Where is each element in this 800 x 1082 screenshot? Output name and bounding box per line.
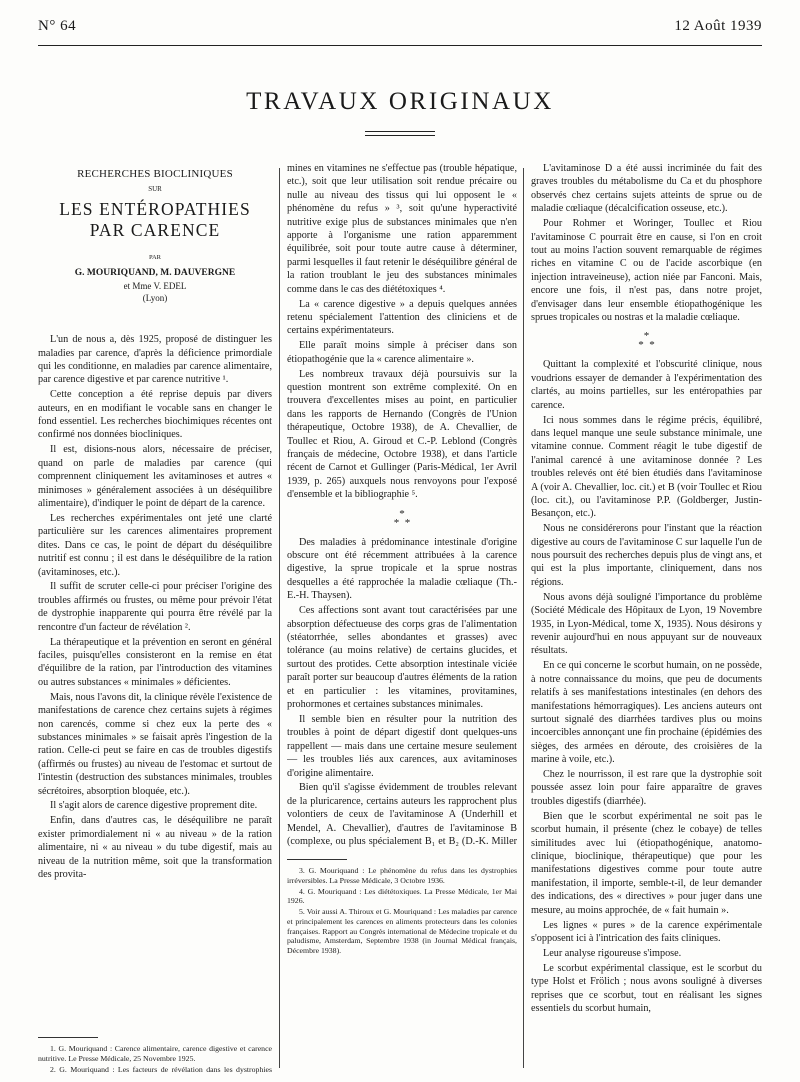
title-rule-bottom <box>365 135 435 136</box>
article-columns <box>38 162 762 1074</box>
paragraph: Nous avons déjà souligné l'importance du problème (Société Médicale des Hôpitaux de Lyon, 19 Novembre 1935, in Lyon-Médical, tome X, 1935). Nous désirons y revenir aujourd'hui en nous appuyant sur de nouveaux résultats. <box>531 591 762 657</box>
star-pair: * * <box>393 516 411 529</box>
paragraph: Les lignes « pures » de la carence expérimentale s'opposent ici à l'intrication des faits cliniques. <box>531 919 762 944</box>
paragraph: Il est, disions-nous alors, nécessaire de préciser, quand on parle de maladies par carence (qui comprennent cliniquement les avitaminoses et autres « minimoses » généralement associées à un déséquilibre alimentaire), d'indiquer le point de départ de la carence. <box>38 444 272 509</box>
issue-date: 12 Août 1939 <box>674 18 762 34</box>
article-title-line1: LES ENTÉROPATHIES <box>59 198 251 219</box>
paragraph: Bien que le scorbut expérimental ne soit pas le scorbut humain, il présente (chez le cobaye) de telles similitudes avec lui (étiopathogénique, anatomo-clinique, bioclinique, thérapeutique) que pour les manifestations digestives comme pour toute autre manifestation, il importe, semble-t-il, de leur demander des indications, des « directives » pour juger dans une mesure, au moins approchée, de « fait humain ». <box>531 810 762 916</box>
article-authors: G. MOURIQUAND, M. DAUVERGNE <box>74 268 236 279</box>
article-par: PAR <box>148 253 162 261</box>
paragraph: Ces affections sont avant tout caractérisées par une absorption défectueuse des corps gras de l'alimentation (stéatorrhée, selles abondantes et grasses) avec tolérance (au moins relative) de certains glucides, et surtout des protides. Cette absorption intestinale viciée paraît porter sur beaucoup d'autres éléments de la ration et en particulier : les vitamines, provitamines, prohormones et certaines substances minimales. <box>287 605 517 711</box>
star-top: * <box>399 507 405 520</box>
star-pair: * * <box>638 339 655 352</box>
paragraph: Bien qu'il s'agisse évidemment de troubles relevant de la pluricarence, certains auteurs les rapprochent plus volontiers de ceux de l'avitaminose A (Underhill et Mendel, A. Chevallier), d'autres de l'avitaminose B (complexe, ou plus spécialement B₁ et B₂ (D.-K. Miller <box>287 782 517 847</box>
footnote: 4. G. Mouriquand : Les diététoxiques. La Presse Médicale, 1er Mai 1926. <box>287 886 517 906</box>
article-authors-extra: et Mme V. EDEL <box>123 280 187 291</box>
paragraph: L'avitaminose D a été aussi incriminée du fait des graves troubles du métabolisme du Ca et du phosphore observés chez certains sujets atteints de sprue ou de maladie cœliaque (décalcification osseuse, etc.). <box>531 163 762 215</box>
article-city: (Lyon) <box>142 292 168 303</box>
article-title-line2: PAR CARENCE <box>89 219 221 240</box>
section-separator <box>287 507 517 529</box>
column-1 <box>38 162 272 1074</box>
paragraph: Des maladies à prédominance intestinale d'origine obscure ont été récemment attribuées à la carence digestive, la sprue tropicale et la sprue nostras desquelles a été rapprochée la maladie cœliaque (Th.-E.-H. Thaysen). <box>287 536 517 602</box>
paragraph: La thérapeutique et la prévention en seront en général faciles, puisqu'elles consisteront en la remise en état d'équilibre de la ration, par l'introduction des vitamines ou autres substances « minimales » déficientes. <box>38 636 272 688</box>
column-1-body <box>38 333 272 1025</box>
paragraph: Quittant la complexité et l'obscurité clinique, nous voudrions essayer de demander à l'expérimentation des clartés, au moins partielles, sur les entéropathies par carence. <box>531 359 762 411</box>
footnote-rule <box>38 1037 98 1038</box>
paragraph: Ici nous sommes dans le régime précis, équilibré, dans lequel manque une seule substance minimale, une vitamine connue. Comment réagit le tube digestif de l'animal carencé à une avitaminose donnée ? Les troubles relevés ont été bien étudiés dans l'avitaminose A (voir A. Chevallier, loc. cit.) et B (voir Toullec et Riou (loc. cit.), ou l'avitaminose P.P. (Goldberger, Justin-Besançon, etc.). <box>531 414 762 520</box>
section-title: TRAVAUX ORIGINAUX <box>246 88 554 115</box>
paragraph: mines en vitamines ne s'effectue pas (trouble hépatique, etc.), soit que leur utilisation soit rendue précaire ou nulle au niveau des tissus qui lui opposent le « phénomène du refus » ³, soit qu'une hyperactivité nutritive exige plus de substances minimales que n'en apporte à l'organisme une ration apparemment équilibrée, soit pour toute autre cause à déterminer, parmi lesquelles il faut retenir le déséquilibre général de la ration troublant le jeu des substances minimales comme dans le cas des diététoxiques ⁴. <box>287 163 517 295</box>
paragraph: Le scorbut expérimental classique, est le scorbut du type Holst et Frölich ; nous avons souligné à diverses reprises que ce scorbut, tout en réalisant les signes essentiels du scorbut humain, <box>531 962 762 1014</box>
paragraph: Les recherches expérimentales ont jeté une clarté particulière sur les carences alimentaires proprement dites. Dans ce cas, le point de départ du déséquilibre nutritif est connu ; il est dans le déséquilibre de la ration (avitaminoses, etc.). <box>38 512 272 578</box>
column-3 <box>531 162 762 1074</box>
section-separator <box>531 332 762 350</box>
paragraph: Nous ne considérerons pour l'instant que la réaction digestive au cours de l'avitaminose C sur laquelle l'un de nous poursuit des recherches depuis plus de vingt ans, et qui est la plus importante, cliniquement, dans nos régions. <box>531 523 762 588</box>
paragraph: Il s'agit alors de carence digestive proprement dite. <box>50 800 258 812</box>
star-top: * <box>643 330 650 343</box>
paragraph: L'un de nous a, dès 1925, proposé de distinguer les maladies par carence, d'après la déficience primordiale qui les conditionne, en maladies par carence alimentaire, par carence digestive et par carence nutritive ¹. <box>38 334 272 386</box>
title-rule-top <box>365 131 435 132</box>
paragraph: Les nombreux travaux déjà poursuivis sur la question montrent son extrême complexité. On en trouvera d'excellentes mises au point, en particulier dans les rapports de Hernando (Congrès de l'Union thérapeutique, Octobre 1938), de A. Chevallier, de Toullec et Riou, A. Giroud et C.-P. Leblond (Congrès français de médecine, Octobre 1938), et dans l'article récent de Carnot et Gullinger (Paris-Médical, 1er Avril 1939, p. 265) auxquels nous renvoyons pour l'exposé d'ensemble et la bibliographie ⁵. <box>287 368 517 501</box>
paragraph: Mais, nous l'avons dit, la clinique révèle l'existence de manifestations de carence chez certains sujets à régimes non carencés, comme si chez eux la perte des « substances minimales » se faisait après l'ingestion de la ration. Celle-ci peut se faire en cas de troubles digestifs (affirmés ou frustes) au niveau de l'estomac et surtout de l'intestin (destruction des substances minimales, troubles sécrétoires, absorption bloquée, etc.). <box>38 691 272 797</box>
paragraph: La « carence digestive » a depuis quelques années retenu spécialement l'attention des cliniciens et de certains expérimentateurs. <box>287 298 517 337</box>
column-2 <box>287 162 517 1074</box>
header-rule <box>38 45 762 46</box>
footnote-rule <box>287 859 347 860</box>
footnote: 5. Voir aussi A. Thiroux et G. Mouriquand : Les maladies par carence et principalement les carences en aliments protecteurs dans les colonies françaises. Rapport au Congrès international de Médecine tropicale et du paludisme, Amsterdam, Septembre 1938 (in Journal Médical français, Décembre 1938). <box>287 907 517 955</box>
issue-number: N° 64 <box>38 18 77 34</box>
paragraph: En ce qui concerne le scorbut humain, on ne possède, à notre connaissance du moins, que peu de documents relatifs à ses manifestations intestinales (en dehors des manifestations hémorragiques). Les anciens auteurs ont surtout signalé des diarrhées tardives plus ou moins incoercibles annonçant une fin prochaine (épidémies des sièges, des armées en déroute, des croisières de la marine à voile, etc.). <box>531 660 762 766</box>
paragraph: Cette conception a été reprise depuis par divers auteurs, en en modifiant le vocable sans en changer le fond essentiel. Les recherches biochimiques récentes ont confirmé nos données biocliniques. <box>38 389 272 441</box>
paragraph: Il semble bien en résulter pour la nutrition des troubles à point de départ digestif dont quelques-uns rappellent — mais dans une certaine mesure seulement — les troubles liés aux carences, aux avitaminoses d'origine alimentaire. <box>287 713 517 779</box>
footnote: 3. G. Mouriquand : Le phénomène du refus dans les dystrophies irréversibles. La Presse Médicale, 3 Octobre 1936. <box>287 866 517 885</box>
paragraph: Elle paraît moins simple à préciser dans son étiopathogénie que la « carence alimentaire ». <box>287 340 517 365</box>
paragraph: Il suffit de scruter celle-ci pour préciser l'origine des troubles affirmés ou frustes, ou même pour prévoir l'état de dystrophie inapparente qui pourra être révélé par la rencontre d'un facteur de révélation ². <box>38 581 272 633</box>
footnote: 2. G. Mouriquand : Les facteurs de révélation dans les dystrophies <box>50 1064 272 1074</box>
paragraph: Pour Rohmer et Woringer, Toullec et Riou l'avitaminose C pourrait être en cause, si l'on en croit tout au moins l'action souvent remarquable de régimes riches en vitamine C ou de l'acide ascorbique (en injection intraveineuse), action niée par Fanconi. Mais, encore une fois, il n'est pas, dans notre projet, d'envisager dans leur ensemble étiopathogénique les sprues tropicales ou nostras et la maladie cœliaque. <box>531 218 762 323</box>
footnote: 1. G. Mouriquand : Carence alimentaire, carence digestive et carence nutritive. Le Presse Médicale, 25 Novembre 1925. <box>38 1044 272 1063</box>
paragraph: Leur analyse rigoureuse s'impose. <box>543 947 682 959</box>
paragraph: Enfin, dans d'autres cas, le déséquilibre ne paraît exister primordialement ni « au niveau » de la ration alimentaire, ni « au niveau » du tube digestif, mais au niveau de la nutrition même, soit que la transformation des provita- <box>38 815 272 880</box>
column-2-body <box>287 162 517 847</box>
running-head <box>38 18 762 35</box>
article-sur: SUR <box>148 185 162 194</box>
article-kicker: RECHERCHES BIOCLINIQUES <box>77 168 233 180</box>
paragraph: Chez le nourrisson, il est rare que la dystrophie soit poussée assez loin pour faire apparaître de graves troubles digestifs (diarrhée). <box>531 769 762 807</box>
